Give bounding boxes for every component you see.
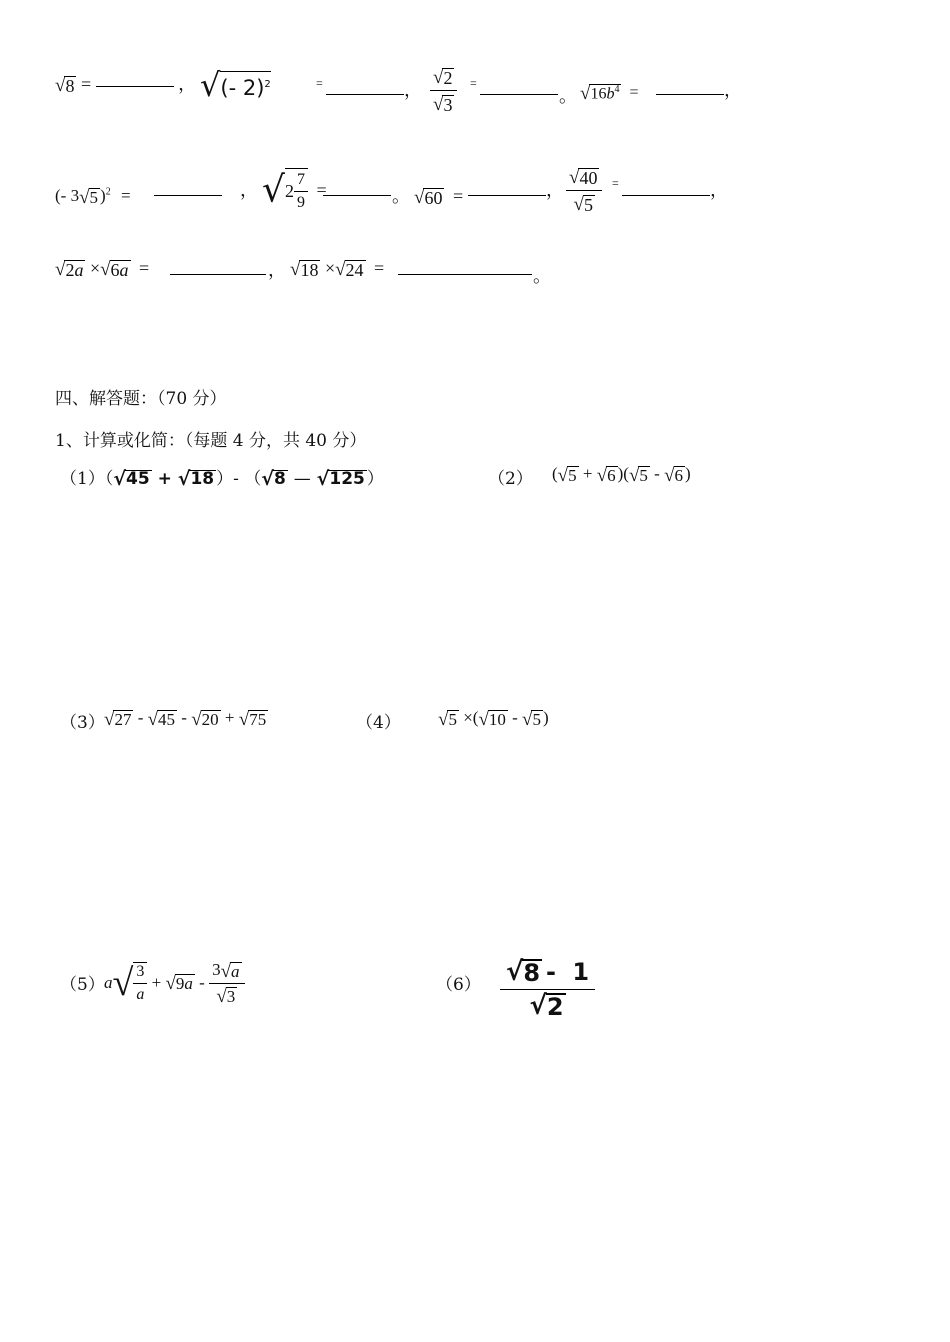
problem-4-label: （4）: [356, 713, 401, 733]
sqrt18-times-sqrt24: √ 18 × √ 24 =: [290, 258, 385, 280]
period: 。: [533, 266, 551, 286]
comma: ，: [546, 180, 564, 200]
problem-3-label: （3）: [60, 713, 105, 733]
sqrt2a-times-sqrt6a: √ 2a × √ 6a =: [55, 258, 150, 280]
problem-1: （1）（ √ 45 + √ 18 ）- （ √ 8 — √ 125 ）: [60, 467, 384, 490]
comma: ，: [178, 74, 197, 94]
comma: ，: [404, 80, 422, 100]
equals-small: =: [316, 76, 323, 90]
comma: ，: [240, 180, 258, 200]
answer-blank[interactable]: [468, 195, 546, 196]
problem-5-label: （5）: [60, 975, 105, 995]
neg-two: (- 2): [220, 75, 265, 100]
comma: ，: [268, 260, 286, 280]
answer-blank[interactable]: [398, 274, 532, 275]
neg3sqrt5-squared: (- 3 √ 5 )$^2$ =: [55, 186, 131, 208]
sqrt-60: √ 60 =: [414, 186, 464, 208]
comma: ，: [710, 180, 728, 200]
problem-4: √ 5 ×( √ 10 - √ 5 ): [438, 708, 549, 730]
problem-5: a√ $\frac{3}{a}$ + √ 9a - 3 √ a √ 3: [104, 960, 245, 1006]
equals: =: [80, 74, 92, 94]
period: 。: [559, 86, 577, 106]
blank-row-1: [55, 70, 196, 96]
sqrt-neg2-squared: √(- 2)$^2$: [200, 66, 271, 104]
period: 。: [392, 186, 410, 206]
equals-small: =: [470, 76, 477, 90]
answer-blank[interactable]: [656, 94, 724, 95]
problem-3: √ 27 - √ 45 - √ 20 + √ 75: [104, 708, 267, 730]
answer-blank[interactable]: [154, 195, 222, 196]
sub-title: 1、计算或化简：（每题 4 分，共 40 分）: [55, 431, 367, 451]
comma: ，: [724, 80, 742, 100]
answer-blank[interactable]: [326, 94, 404, 95]
equals-small: =: [612, 176, 619, 190]
problem-2: ( √ 5 + √ 6 )( √ 5 - √ 6 ): [552, 464, 691, 486]
answer-blank[interactable]: [323, 195, 391, 196]
problem-6: √ 8 - 1 √ 2: [500, 958, 595, 1020]
answer-blank[interactable]: [480, 94, 558, 95]
sqrt-8: √ 8: [55, 74, 75, 96]
frac-sqrt40-sqrt5: √ 40 √ 5: [566, 166, 602, 215]
frac-sqrt2-sqrt3: √ 2 √ 3: [430, 66, 457, 115]
answer-blank[interactable]: [96, 85, 174, 87]
sqrt-mixed-2-7-9: √2 $\frac{7}{9}$ =: [262, 169, 327, 211]
problem-label: （1）（: [60, 469, 114, 489]
answer-blank[interactable]: [622, 195, 710, 196]
exponent: 2: [264, 78, 271, 90]
sqrt-16b4: √ $16b^4$ =: [580, 83, 639, 104]
section-title: 四、解答题：（70 分）: [55, 389, 227, 409]
answer-blank[interactable]: [170, 274, 266, 275]
problem-6-label: （6）: [436, 975, 481, 995]
problem-2-label: （2）: [488, 469, 533, 489]
